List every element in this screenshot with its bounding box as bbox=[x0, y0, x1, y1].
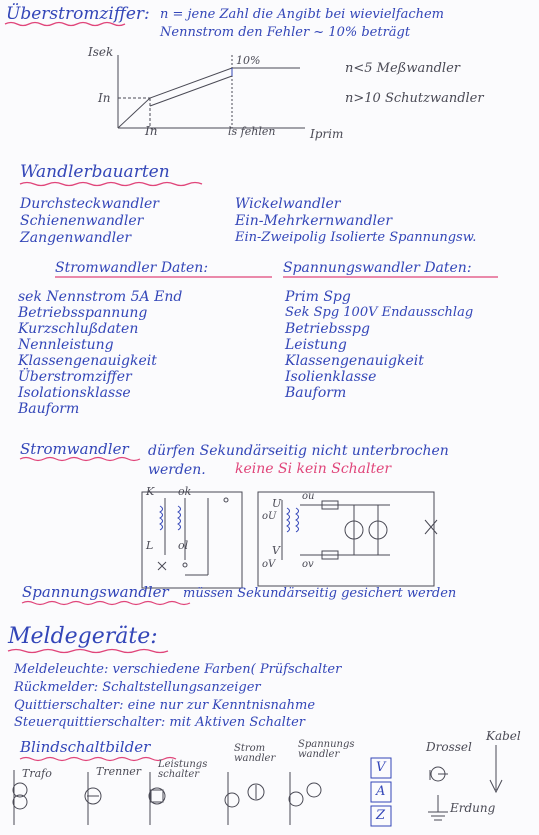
circuit-label-k: K bbox=[146, 485, 155, 498]
spannung-item: Betriebsspg bbox=[285, 321, 370, 337]
melde-heading: Meldegeräte: bbox=[8, 624, 158, 649]
vt-circuit bbox=[258, 492, 437, 586]
blind-heading: Blindschaltbilder bbox=[20, 738, 151, 756]
page-title: Überstromziffer: bbox=[6, 4, 150, 24]
symbol-z: Z bbox=[376, 808, 386, 823]
strom-item: Nennleistung bbox=[18, 337, 114, 353]
symbol-label-trenner: Trenner bbox=[96, 765, 142, 778]
graph-x-tick-2: ls fehlen bbox=[228, 125, 276, 138]
definition-line-1: n = jene Zahl die Angibt bei wievielfachem bbox=[160, 7, 444, 22]
bauarten-heading: Wandlerbauarten bbox=[20, 162, 170, 182]
melde-line: Steuerquittierschalter: mit Aktiven Schalter bbox=[14, 715, 305, 730]
spannung-item: Bauform bbox=[285, 385, 347, 401]
bauart-left-1: Durchsteckwandler bbox=[20, 196, 159, 212]
symbol-label-trafo: Trafo bbox=[22, 767, 52, 780]
bauart-right-3: Ein-Zweipolig Isolierte Spannungsw. bbox=[235, 230, 477, 245]
spannung-item: Klassengenauigkeit bbox=[285, 353, 424, 369]
strom-item: sek Nennstrom 5A End bbox=[18, 289, 183, 305]
circuit-label-ov: ov bbox=[302, 559, 314, 570]
spannungswandler-rule: müssen Sekundärseitig gesichert werden bbox=[183, 586, 457, 601]
spannungswandler-underline bbox=[22, 602, 190, 605]
circuit-label-v: V bbox=[272, 544, 280, 557]
spannung-item: Sek Spg 100V Endausschlag bbox=[285, 305, 474, 320]
spannung-item: Prim Spg bbox=[285, 289, 351, 305]
spannung-item: Leistung bbox=[285, 337, 347, 353]
melde-line: Quittierschalter: eine nur zur Kenntnisnahme bbox=[14, 698, 316, 713]
stromwandler-rule-pink: keine Si kein Schalter bbox=[235, 461, 392, 477]
strom-item: Betriebsspannung bbox=[18, 305, 148, 321]
graph-y-tick: In bbox=[98, 91, 111, 105]
symbol-label-leistungsschalter: Leistungs schalter bbox=[158, 759, 208, 780]
circuit-label-ov-upper: oV bbox=[262, 559, 276, 570]
spannung-item: Isolienklasse bbox=[285, 369, 377, 385]
definition-line-2: Nennstrom den Fehler ~ 10% beträgt bbox=[160, 25, 411, 40]
graph-tolerance-label: 10% bbox=[236, 54, 261, 67]
strom-item: Klassengenauigkeit bbox=[18, 353, 157, 369]
strom-daten-heading: Stromwandler Daten: bbox=[55, 260, 209, 276]
strom-item: Überstromziffer bbox=[18, 369, 132, 385]
strom-item: Bauform bbox=[18, 401, 80, 417]
symbol-label-stromwandler: Strom wandler bbox=[234, 743, 276, 764]
spannungswandler-word: Spannungswandler bbox=[22, 583, 169, 601]
circuit-label-ou: ou bbox=[302, 491, 315, 502]
bauart-right-1: Wickelwandler bbox=[235, 196, 341, 212]
graph-note-2: n>10 Schutzwandler bbox=[345, 91, 484, 106]
bauarten-underline bbox=[20, 183, 202, 186]
melde-line: Rückmelder: Schaltstellungsanzeiger bbox=[14, 680, 261, 695]
melde-line: Meldeleuchte: verschiedene Farben( Prüfschalter bbox=[14, 662, 342, 677]
circuit-label-ou-upper: oU bbox=[262, 511, 277, 522]
blind-underline bbox=[20, 758, 176, 761]
symbol-a: A bbox=[376, 784, 386, 799]
graph-x-label: Iprim bbox=[310, 127, 344, 141]
bauart-right-2: Ein-Mehrkernwandler bbox=[235, 213, 393, 229]
graph-x-tick: In bbox=[145, 124, 158, 138]
stromwandler-rule-2: werden. bbox=[148, 462, 206, 478]
circuit-label-ok: ok bbox=[178, 485, 192, 498]
symbol-v: V bbox=[376, 760, 386, 775]
graph-note-1: n<5 Meßwandler bbox=[345, 61, 460, 76]
graph-y-label: Isek bbox=[88, 45, 114, 59]
symbol-label-drossel: Drossel bbox=[426, 740, 472, 754]
stromwandler-rule-1: dürfen Sekundärseitig nicht unterbrochen bbox=[148, 443, 449, 459]
symbol-label-kabel: Kabel bbox=[486, 729, 521, 743]
bauart-left-2: Schienenwandler bbox=[20, 213, 144, 229]
bauart-left-3: Zangenwandler bbox=[20, 230, 132, 246]
melde-underline bbox=[8, 650, 168, 653]
circuit-label-ol: ol bbox=[178, 539, 189, 552]
symbol-label-spannungswandler: Spannungs wandler bbox=[298, 739, 355, 760]
symbol-label-erdung: Erdung bbox=[450, 801, 496, 815]
strom-item: Isolationsklasse bbox=[18, 385, 131, 401]
spannung-daten-heading: Spannungswandler Daten: bbox=[283, 260, 472, 276]
stromwandler-word: Stromwandler bbox=[20, 440, 129, 458]
overcurrent-graph bbox=[118, 55, 305, 128]
circuit-label-l: L bbox=[146, 539, 154, 552]
ct-circuit bbox=[142, 492, 242, 588]
circuit-label-u: U bbox=[272, 497, 282, 510]
strom-item: Kurzschlußdaten bbox=[18, 321, 139, 337]
